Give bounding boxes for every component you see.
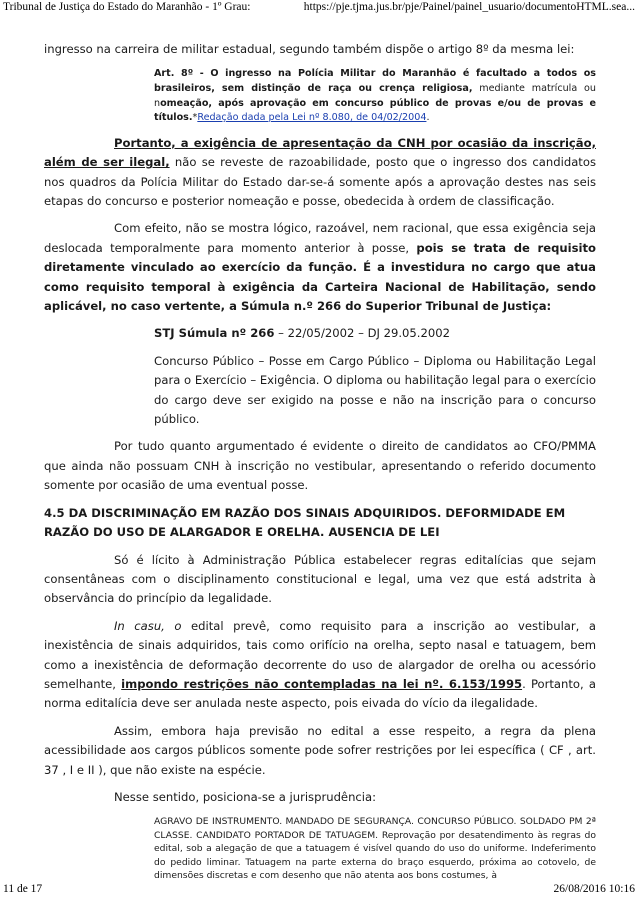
paragraph-legality: Só é lícito à Administração Pública estabelecer regras editalícias que sejam consentâneas com o disciplinamento constitucional e legal, uma vez que está adstrita à observância do princípio da legalidade.: [44, 552, 596, 606]
print-footer: [0, 883, 638, 899]
section-heading-4-5: 4.5 DA DISCRIMINAÇÃO EM RAZÃO DOS SINAIS ADQUIRIDOS. DEFORMIDADE EM RAZÃO DO USO DE ALARGADOR E ORELHA. AUSENCIA DE LEI: [44, 505, 566, 540]
print-header: [0, 1, 638, 17]
paragraph-in-casu-italic: In casu, o: [114, 618, 182, 633]
header-url: https://pje.tjma.jus.br/pje/Painel/painel_usuario/documentoHTML.sea...: [303, 1, 635, 13]
law-bold-text: Art. 8º - O ingresso na Polícia Militar do Maranhão é facultado a todos os brasileiros, sem distinção de raça ou crença religiosa,: [154, 68, 596, 94]
law-quote-art-8: [154, 67, 596, 125]
law-text: mediante matrícula ou n: [154, 83, 596, 109]
paragraph-conclusion-cnh: Por tudo quanto argumentado é evidente o direito de candidatos ao CFO/PMMA que ainda não possuam CNH à inscrição no vestibular, apresentando o referido documento somente por ocasião de uma eventual posse.: [44, 439, 596, 493]
paragraph-com-efeito-text: Com efeito, não se mostra lógico, razoável, nem racional, que essa exigência seja deslocada temporalmente para momento anterior à posse,: [44, 221, 596, 255]
paragraph-intro: ingresso na carreira de militar estadual, segundo também dispõe o artigo 8º da mesma lei:: [44, 42, 575, 56]
paragraph-jurisprudence-intro: Nesse sentido, posiciona-se a jurisprudência:: [114, 789, 377, 804]
footer-datetime: 26/08/2016 10:16: [553, 883, 635, 895]
paragraph-cnh-bold-underline: Portanto, a exigência de apresentação da CNH por ocasião da inscrição, além de ser ilegal,: [44, 135, 596, 170]
sumula-title: [154, 324, 596, 343]
document-body: [44, 40, 596, 882]
law-end: .: [426, 112, 430, 124]
paragraph-in-casu-text: edital prevê, como requisito para a inscrição ao vestibular, a inexistência de sinais adquiridos, tais como orifício na orelha, septo nasal e tatuagem, bem como a inexistência de deformação decorrente do uso de alargador de orelha ou acessório semelhante,: [44, 618, 596, 691]
sumula-date: – 22/05/2002 – DJ 29.05.2002: [274, 326, 450, 341]
paragraph-in-casu-bold-underline: impondo restrições não contempladas na lei nº. 6.153/1995: [121, 676, 523, 691]
paragraph-cnh-illegal: [44, 134, 596, 212]
paragraph-in-casu: [44, 617, 596, 714]
paragraph-cnh-rest: não se reveste de razoabilidade, posto que o ingresso dos candidatos nos quadros da Polícia Militar do Estado dar-se-á somente após a aprovação destes nas seis etapas do concurso e posterior nomeação e posse, obedecida à ordem de classificação.: [44, 155, 596, 208]
header-source-title: Tribunal de Justiça do Estado do Maranhão - 1º Grau:: [3, 1, 251, 13]
sumula-bold: STJ Súmula nº 266: [154, 326, 275, 341]
paragraph-com-efeito: [44, 219, 596, 316]
law-asterisk: *: [192, 112, 198, 124]
law-bold-text-2: omeação, após aprovação em concurso público de provas e/ou de provas e títulos.: [154, 97, 596, 124]
paragraph-accessibility: Assim, embora haja previsão no edital a esse respeito, a regra da plena acessibilidade aos cargos públicos somente pode sofrer restrições por lei específica ( CF , art. 37 , I e II ), que não existe na espécie.: [44, 723, 596, 777]
paragraph-in-casu-rest: . Portanto, a norma editalícia deve ser anulada neste aspecto, pois eivada do vício da ilegalidade.: [44, 676, 596, 711]
jurisprudence-quote: AGRAVO DE INSTRUMENTO. MANDADO DE SEGURANÇA. CONCURSO PÚBLICO. SOLDADO PM 2ª CLASSE. CANDIDATO PORTADOR DE TATUAGEM. Reprovação por desatendimento às regras do edital, sob a alegação de que a tatuagem é visível quando do uso do uniforme. Indeferimento do pedido liminar. Tatuagem na parte externa do braço esquerdo, próxima ao cotovelo, de dimensões discretas e com desenho que não atenta aos bons costumes, à: [154, 816, 596, 881]
footer-page-number: 11 de 17: [3, 883, 43, 895]
law-amendment-link[interactable]: Redação dada pela Lei nº 8.080, de 04/02/2004: [197, 112, 427, 124]
paragraph-com-efeito-bold: pois se trata de requisito diretamente vinculado ao exercício da função. É a investidura no cargo que atua como requisito temporal à exigência da Carteira Nacional de Habilitação, sendo aplicável, no caso vertente, a Súmula n.º 266 do Superior Tribunal de Justiça:: [44, 240, 596, 314]
sumula-text: Concurso Público – Posse em Cargo Público – Diploma ou Habilitação Legal para o Exercício – Exigência. O diploma ou habilitação legal para o exercício do cargo deve ser exigido na posse e não na inscrição para o concurso público.: [154, 353, 596, 427]
